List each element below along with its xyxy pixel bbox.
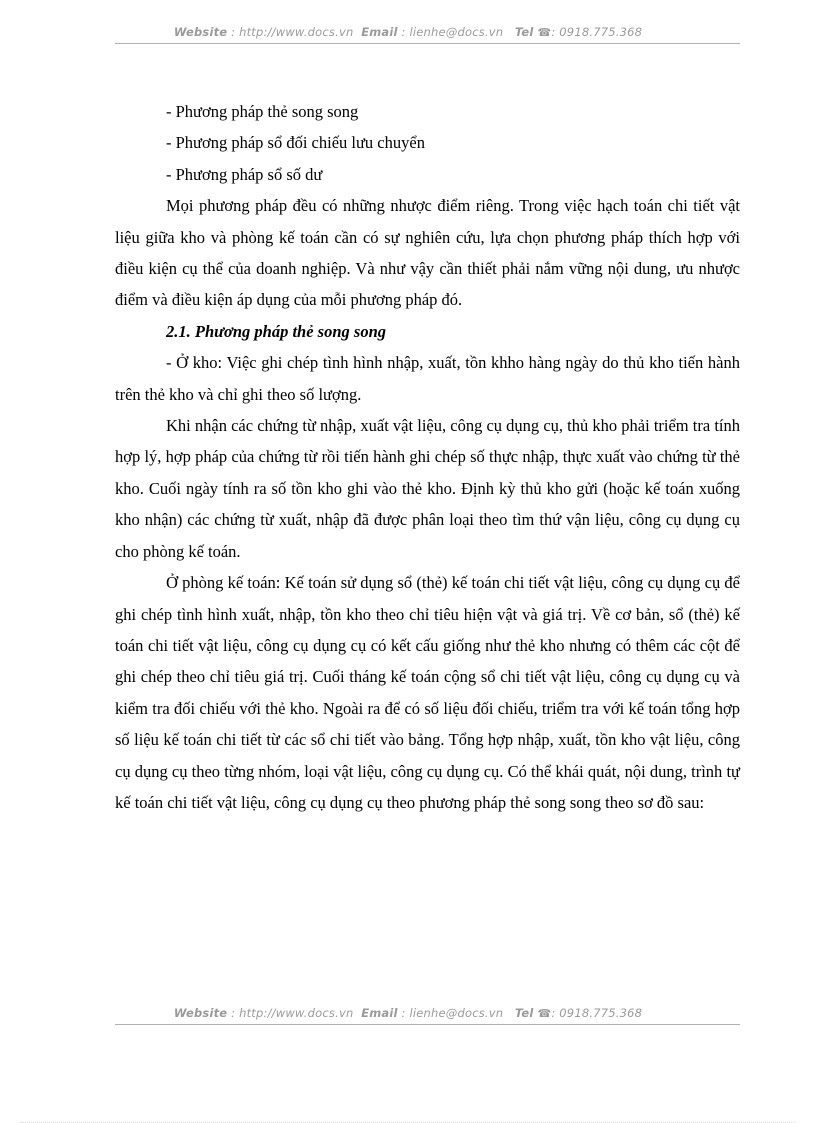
- footer-email-label: Email: [361, 1006, 398, 1020]
- page-footer: Website : http://www.docs.vn Email : lienhe@docs.vn Tel ☎: 0918.775.368: [173, 1006, 643, 1020]
- header-email-label: Email: [361, 25, 398, 39]
- footer-tel-value: : 0918.775.368: [551, 1006, 643, 1020]
- document-body: [115, 96, 740, 818]
- page-header: Website : http://www.docs.vn Email : lienhe@docs.vn Tel ☎: 0918.775.368: [173, 25, 643, 39]
- section-heading: 2.1. Phương pháp thẻ song song: [166, 321, 387, 341]
- paragraph-accounting: Ở phòng kế toán: Kế toán sử dụng sổ (thẻ) kế toán chi tiết vật liệu, công cụ dụng cụ để ghi chép tình hình xuất, nhập, tồn kho theo chỉ tiêu hiện vật và giá trị. Về cơ bản, sổ (thẻ) kế toán chi tiết vật liệu, công cụ dụng cụ có kết cấu giống như thẻ kho nhưng có thêm các cột để ghi chép theo chỉ tiêu giá trị. Cuối tháng kế toán cộng sổ chi tiết vật liệu, công cụ dụng cụ và kiểm tra đối chiếu với thẻ kho. Ngoài ra để có số liệu đối chiếu, triểm tra với kế toán tổng hợp số liệu kế toán chi tiết từ các sổ chi tiết vào bảng. Tổng hợp nhập, xuất, tồn kho vật liệu, công cụ dụng cụ theo từng nhóm, loại vật liệu, công cụ dụng cụ. Có thể khái quát, nội dung, trình tự kế toán chi tiết vật liệu, công cụ dụng cụ theo phương pháp thẻ song song theo sơ đồ sau:: [115, 573, 740, 812]
- footer-website-label: Website: [173, 1006, 228, 1020]
- header-tel-value: : 0918.775.368: [551, 25, 643, 39]
- paragraph-receipts: Khi nhận các chứng từ nhập, xuất vật liệu, công cụ dụng cụ, thủ kho phải triểm tra tính hợp lý, hợp pháp của chứng từ rồi tiến hành ghi chép số thực nhập, thực xuất vào chứng từ thẻ kho. Cuối ngày tính ra số tồn kho ghi vào thẻ kho. Định kỳ thủ kho gửi (hoặc kế toán xuống kho nhận) các chứng từ xuất, nhập đã được phân loại theo tìm thứ vận liệu, công cụ dụng cụ cho phòng kế toán.: [115, 416, 740, 561]
- paragraph-methods: Mọi phương pháp đều có những nhược điểm riêng. Trong việc hạch toán chi tiết vật liệu giữa kho và phòng kế toán cần có sự nghiên cứu, lựa chọn phương pháp thích hợp với điều kiện cụ thể của doanh nghiệp. Và như vậy cần thiết phải nắm vững nội dung, ưu nhược điểm và điều kiện áp dụng của mỗi phương pháp đó.: [115, 196, 740, 310]
- footer-tel-label: Tel: [514, 1006, 534, 1020]
- header-website-label: Website: [173, 25, 228, 39]
- header-website-link[interactable]: http://www.docs.vn: [239, 25, 354, 39]
- header-rule: [115, 43, 740, 44]
- header-tel-label: Tel: [514, 25, 534, 39]
- bullet-item: - Phương pháp thẻ song song: [166, 102, 359, 121]
- header-email-link[interactable]: lienhe@docs.vn: [409, 25, 504, 39]
- footer-email-link[interactable]: lienhe@docs.vn: [409, 1006, 504, 1020]
- phone-icon: ☎: [537, 26, 552, 39]
- paragraph-warehouse: - Ở kho: Việc ghi chép tình hình nhập, xuất, tồn khho hàng ngày do thủ kho tiến hành trên thẻ kho và chỉ ghi theo số lượng.: [115, 353, 740, 404]
- bullet-item: - Phương pháp sổ đối chiếu lưu chuyển: [166, 133, 425, 153]
- phone-icon: ☎: [537, 1007, 552, 1020]
- footer-rule: [115, 1024, 740, 1025]
- footer-website-link[interactable]: http://www.docs.vn: [239, 1006, 354, 1020]
- bullet-item: - Phương pháp sổ số dư: [166, 164, 323, 184]
